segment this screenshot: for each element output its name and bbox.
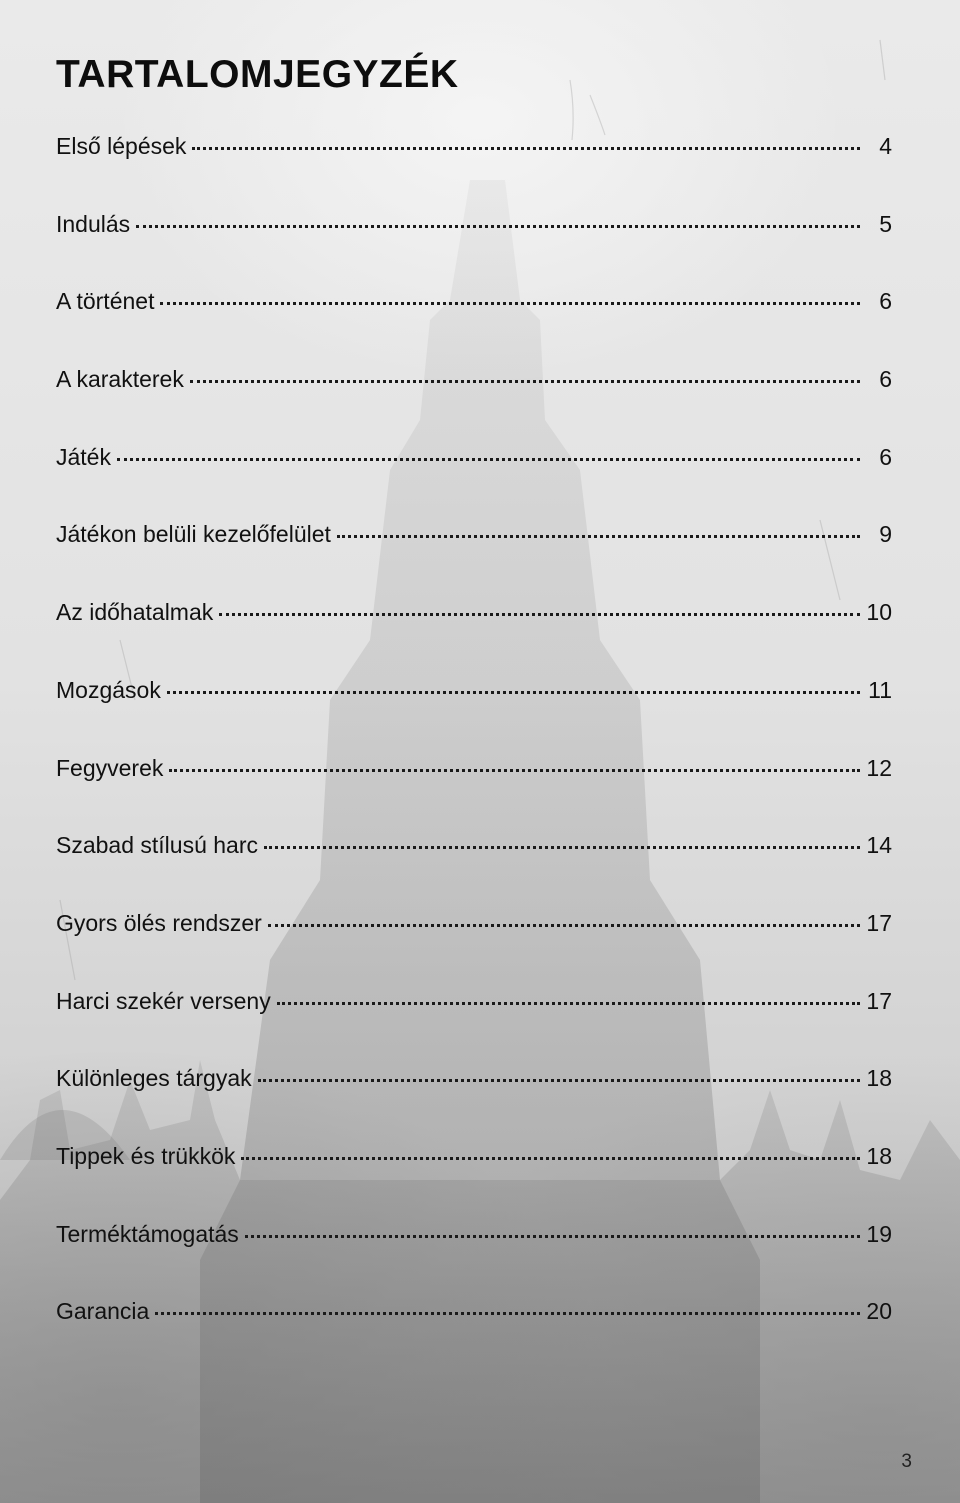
toc-leader-dots bbox=[268, 924, 860, 927]
toc-entry-label: Gyors ölés rendszer bbox=[56, 909, 262, 936]
toc-entry-label: Harci szekér verseny bbox=[56, 987, 271, 1014]
toc-entry-page: 11 bbox=[868, 676, 892, 703]
toc-entry bbox=[56, 903, 892, 981]
toc-entry bbox=[56, 748, 892, 826]
toc-entry-label: Garancia bbox=[56, 1298, 150, 1325]
page-title: TARTALOMJEGYZÉK bbox=[56, 53, 459, 96]
toc-entry bbox=[56, 1058, 892, 1136]
toc-entry-page: 6 bbox=[879, 366, 892, 393]
toc-leader-dots bbox=[241, 1157, 860, 1160]
toc-leader-dots bbox=[169, 769, 860, 772]
toc-entry bbox=[56, 981, 892, 1059]
toc-entry-label: Első lépések bbox=[56, 133, 187, 159]
toc-entry bbox=[56, 204, 892, 282]
toc-entry bbox=[56, 592, 892, 670]
toc-entry-page: 14 bbox=[866, 832, 892, 859]
toc-leader-dots bbox=[219, 613, 860, 616]
toc-leader-dots bbox=[245, 1235, 860, 1238]
toc-entry bbox=[56, 359, 892, 437]
toc-entry-label: Játékon belüli kezelőfelület bbox=[56, 521, 331, 548]
toc-entry-page: 5 bbox=[879, 210, 892, 237]
page-number: 3 bbox=[901, 1451, 912, 1472]
toc-entry-label: Indulás bbox=[56, 210, 131, 237]
toc-leader-dots bbox=[136, 225, 860, 228]
toc-entry-page: 18 bbox=[866, 1065, 892, 1092]
toc-entry-label: Tippek és trükkök bbox=[56, 1142, 236, 1169]
toc-entry bbox=[56, 1136, 892, 1214]
toc-entry bbox=[56, 281, 892, 359]
toc-entry bbox=[56, 1291, 892, 1369]
toc-entry bbox=[56, 1214, 892, 1292]
toc-entry-page: 6 bbox=[879, 288, 892, 315]
toc-entry-page: 17 bbox=[866, 987, 892, 1014]
toc-leader-dots bbox=[264, 846, 860, 849]
toc-entry-label: Az időhatalmak bbox=[56, 599, 214, 626]
toc-leader-dots bbox=[167, 691, 860, 694]
toc-entry-label: Szabad stílusú harc bbox=[56, 832, 259, 859]
toc-entry-label: A történet bbox=[56, 288, 155, 315]
toc-leader-dots bbox=[160, 302, 860, 305]
toc-entry-page: 17 bbox=[866, 909, 892, 936]
toc-entry-page: 18 bbox=[866, 1142, 892, 1169]
toc-entry-page: 6 bbox=[879, 443, 892, 470]
toc-entry-page: 10 bbox=[866, 599, 892, 626]
toc-entry bbox=[56, 437, 892, 515]
toc-entry bbox=[56, 126, 892, 204]
toc-entry-page: 9 bbox=[879, 521, 892, 548]
toc-leader-dots bbox=[337, 535, 860, 538]
toc-leader-dots bbox=[258, 1079, 860, 1082]
toc-entry-page: 12 bbox=[866, 754, 892, 781]
table-of-contents bbox=[56, 126, 892, 1369]
toc-entry-label: Terméktámogatás bbox=[56, 1220, 239, 1247]
toc-entry bbox=[56, 825, 892, 903]
toc-entry-label: Játék bbox=[56, 443, 111, 470]
toc-leader-dots bbox=[190, 380, 860, 383]
toc-entry bbox=[56, 670, 892, 748]
toc-entry bbox=[56, 514, 892, 592]
toc-leader-dots bbox=[117, 458, 860, 461]
toc-leader-dots bbox=[155, 1312, 860, 1315]
toc-leader-dots bbox=[192, 147, 860, 150]
toc-entry-page: 19 bbox=[866, 1220, 892, 1247]
toc-entry-label: A karakterek bbox=[56, 366, 184, 393]
toc-entry-page: 20 bbox=[866, 1298, 892, 1325]
toc-entry-page: 4 bbox=[879, 133, 892, 159]
toc-entry-label: Mozgások bbox=[56, 676, 161, 703]
toc-leader-dots bbox=[277, 1002, 860, 1005]
toc-entry-label: Különleges tárgyak bbox=[56, 1065, 252, 1092]
toc-entry-label: Fegyverek bbox=[56, 754, 164, 781]
